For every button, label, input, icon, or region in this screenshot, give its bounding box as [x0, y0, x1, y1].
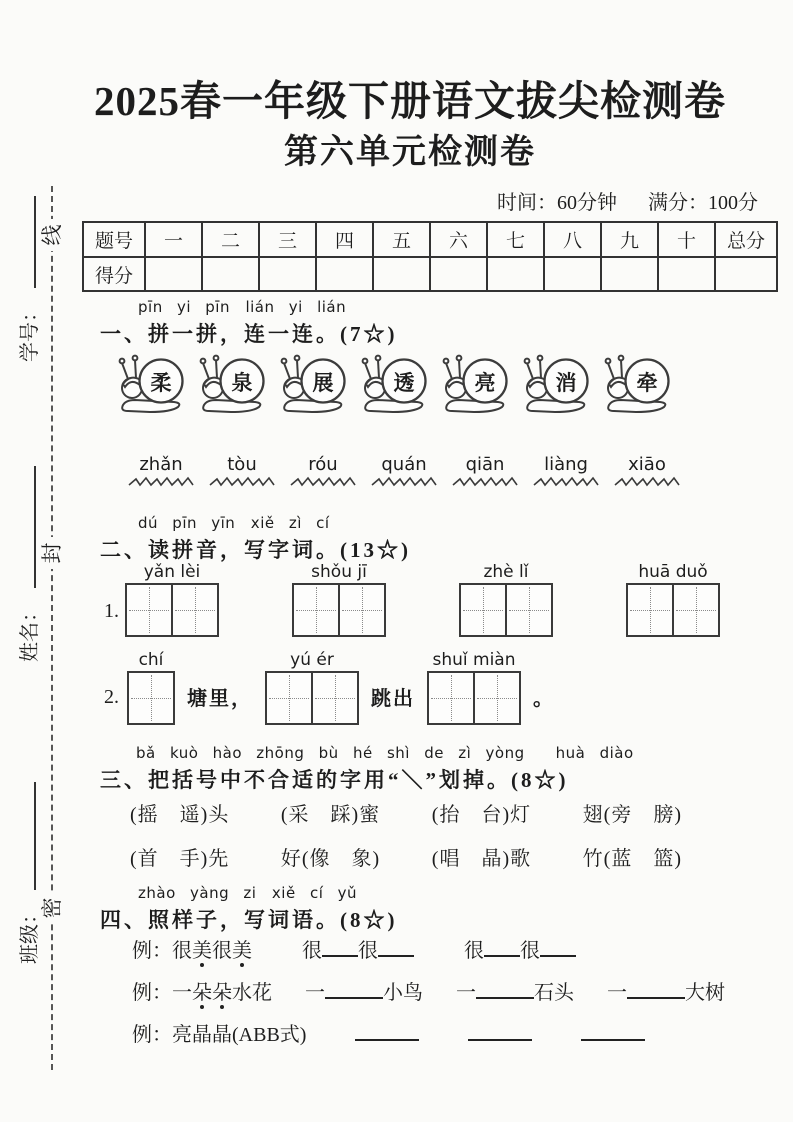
section-1-pinyin: pīn yi pīn lián yi lián — [138, 298, 347, 316]
writing-group — [292, 562, 386, 637]
answer-blank — [325, 977, 383, 999]
fill-group — [607, 982, 725, 1004]
example-word: 一朵朵水花 — [172, 982, 272, 1004]
answer-blank — [581, 1019, 645, 1041]
score-cell-empty — [715, 257, 777, 291]
pinyin-word: xiāo — [628, 454, 666, 475]
grass-icon — [614, 475, 680, 488]
section-1-heading-block — [100, 296, 398, 348]
section-4-heading-block — [100, 882, 398, 934]
snail-icon — [521, 350, 595, 414]
page-title: 2025春一年级下册语文拔尖检测卷 — [94, 78, 726, 124]
snail-character: 消 — [555, 371, 577, 395]
section-2-item-1 — [104, 562, 720, 637]
answer-blank — [378, 935, 414, 957]
score-table-header-cell: 八 — [544, 222, 601, 257]
section-2-pinyin: dú pīn yīn xiě zì cí — [138, 514, 330, 532]
writing-group — [125, 562, 219, 637]
snail-character: 亮 — [474, 371, 496, 395]
section-3-heading-block — [100, 742, 634, 794]
choice-row — [130, 798, 682, 827]
group-pinyin: shǒu jī — [311, 562, 367, 582]
score-table-header-cell: 七 — [487, 222, 544, 257]
score-cell-empty — [658, 257, 715, 291]
fill-prefix: 很 — [464, 940, 484, 962]
example-word: 亮晶晶(ABB式) — [172, 1024, 307, 1046]
tianzige-cell — [127, 585, 171, 635]
student-id-blank-line — [14, 196, 36, 288]
group-pinyin: zhè lǐ — [483, 562, 529, 582]
page-subtitle: 第六单元检测卷 — [284, 134, 536, 171]
writing-groups — [125, 562, 720, 637]
score-table-header-cell: 六 — [430, 222, 487, 257]
grass-icon — [371, 475, 437, 488]
section-4-pinyin: zhào yàng zi xiě cí yǔ — [138, 884, 358, 902]
tianzige-cell — [628, 585, 672, 635]
score-table-header-cell: 三 — [259, 222, 316, 257]
snail-character: 透 — [393, 371, 415, 395]
item-number: 2. — [104, 686, 119, 708]
class-field — [13, 762, 47, 964]
fill-group — [305, 982, 423, 1004]
snail-icon — [440, 350, 514, 414]
writing-group — [626, 562, 720, 637]
score-table-score-row — [83, 257, 777, 291]
score-row-label: 得分 — [83, 257, 145, 291]
choice-item: 好(像 象) — [280, 848, 381, 870]
tianzige-box — [292, 583, 386, 637]
grass-icon — [128, 475, 194, 488]
score-cell-empty — [145, 257, 202, 291]
pinyin-grass-item — [209, 454, 275, 488]
group-pinyin: yú ér — [290, 650, 334, 670]
fill-suffix: 小鸟 — [383, 982, 423, 1004]
snail-character: 柔 — [150, 371, 172, 395]
section-4-heading: 四、照样子，写词语。(8☆) — [100, 908, 398, 932]
snail-icon — [278, 350, 352, 414]
example-row — [132, 934, 576, 963]
seal-char-xian: 线 — [37, 219, 67, 251]
answer-blank — [322, 935, 358, 957]
tianzige-box — [427, 671, 521, 725]
choice-item: (摇 遥)头 — [130, 804, 230, 826]
pinyin-grass-item — [128, 454, 194, 488]
pinyin-grass-item — [452, 454, 518, 488]
score-table-header-cell: 题号 — [83, 222, 145, 257]
choice-row — [130, 842, 682, 871]
pinyin-word: zhǎn — [139, 454, 183, 475]
choice-item: (唱 晶)歌 — [431, 848, 532, 870]
fill-prefix: 一 — [456, 982, 476, 1004]
tianzige-box — [459, 583, 553, 637]
score-table — [82, 221, 778, 292]
grass-icon — [452, 475, 518, 488]
group-pinyin: shuǐ miàn — [432, 650, 516, 670]
snail-icon — [116, 350, 190, 414]
tianzige-cell — [672, 585, 718, 635]
score-table-header-cell: 一 — [145, 222, 202, 257]
student-name-blank-line — [14, 466, 36, 588]
fill-suffix: 石头 — [534, 982, 574, 1004]
score-cell-empty — [601, 257, 658, 291]
fill-suffix: 大树 — [685, 982, 725, 1004]
score-cell-empty — [202, 257, 259, 291]
section-3-heading: 三、把括号中不合适的字用“＼”划掉。(8☆) — [100, 768, 569, 792]
pinyin-grass-item — [614, 454, 680, 488]
example-row — [132, 1018, 645, 1047]
section-3-pinyin: bǎ kuò hào zhōng bù hé shì de zì yòng huà diào — [136, 744, 634, 762]
grass-icon — [290, 475, 356, 488]
pinyin-word: quán — [381, 454, 427, 475]
section-2-heading: 二、读拼音，写字词。(13☆) — [100, 538, 411, 562]
answer-blank — [468, 1019, 532, 1041]
score-cell-empty — [259, 257, 316, 291]
snail-icon — [197, 350, 271, 414]
tianzige-cell — [461, 585, 505, 635]
score-cell-empty — [430, 257, 487, 291]
tianzige-cell — [171, 585, 217, 635]
exam-info — [82, 186, 758, 215]
fill-prefix: 一 — [305, 982, 325, 1004]
answer-blank — [484, 935, 520, 957]
tianzige-cell — [429, 673, 473, 723]
answer-blank — [627, 977, 685, 999]
choice-item: (首 手)先 — [130, 848, 230, 870]
pinyin-grass-row — [128, 454, 680, 488]
tianzige-box — [265, 671, 359, 725]
section-2-item-2 — [104, 650, 567, 725]
pinyin-grass-item — [533, 454, 599, 488]
sentence-fragment: 塘里， — [187, 688, 253, 710]
tianzige-cell — [311, 673, 357, 723]
section-1-heading: 一、拼一拼，连一连。(7☆) — [100, 322, 398, 346]
grass-icon — [209, 475, 275, 488]
class-label: 班级： — [19, 904, 41, 964]
score-table-header-cell: 四 — [316, 222, 373, 257]
snail-character: 牵 — [636, 371, 658, 395]
tianzige-cell — [473, 673, 519, 723]
answer-blank — [476, 977, 534, 999]
writing-group — [459, 562, 553, 637]
seal-dashed-line — [51, 186, 53, 1070]
seal-char-feng: 封 — [37, 537, 67, 569]
grass-icon — [533, 475, 599, 488]
answer-blank — [355, 1019, 419, 1041]
fill-prefix: 很 — [302, 940, 322, 962]
snail-icon — [359, 350, 433, 414]
example-word: 很美很美 — [172, 940, 252, 962]
score-cell-empty — [316, 257, 373, 291]
example-label: 例： — [132, 1024, 172, 1046]
tianzige-box — [626, 583, 720, 637]
tianzige-cell — [505, 585, 551, 635]
writing-group — [427, 650, 521, 725]
student-name-label: 姓名： — [19, 602, 41, 662]
score-table-header-cell: 二 — [202, 222, 259, 257]
group-pinyin: yǎn lèi — [143, 562, 201, 582]
tianzige-cell — [338, 585, 384, 635]
choice-item: 竹(蓝 篮) — [582, 848, 682, 870]
score-table-header-cell: 九 — [601, 222, 658, 257]
score-table-header-cell: 总分 — [715, 222, 777, 257]
student-id-field — [13, 182, 47, 362]
time-limit: 时间：60分钟 — [497, 192, 617, 214]
score-cell-empty — [544, 257, 601, 291]
fill-prefix: 很 — [520, 940, 540, 962]
section-2-heading-block — [100, 512, 411, 564]
full-score: 满分：100分 — [648, 192, 758, 214]
choice-item: (采 踩)蜜 — [280, 804, 381, 826]
example-label: 例： — [132, 940, 172, 962]
pinyin-word: qiān — [465, 454, 505, 475]
seal-char-mi: 密 — [37, 892, 67, 924]
pinyin-grass-item — [290, 454, 356, 488]
tianzige-cell — [294, 585, 338, 635]
score-table-header-cell: 十 — [658, 222, 715, 257]
tianzige-cell — [129, 673, 173, 723]
score-cell-empty — [487, 257, 544, 291]
class-blank-line — [14, 782, 36, 890]
choice-item: (抬 台)灯 — [431, 804, 532, 826]
student-name-field — [13, 444, 47, 662]
fill-prefix: 很 — [358, 940, 378, 962]
tianzige-box — [125, 583, 219, 637]
fill-group — [464, 940, 576, 962]
writing-group — [265, 650, 359, 725]
group-pinyin: chí — [138, 650, 164, 670]
sentence-fragment: 跳出 — [371, 688, 415, 710]
fill-prefix: 一 — [607, 982, 627, 1004]
snail-character: 泉 — [231, 371, 253, 395]
sentence-fragment: 。 — [533, 688, 555, 710]
score-table-header-row — [83, 222, 777, 257]
pinyin-word: tòu — [227, 454, 257, 475]
score-cell-empty — [373, 257, 430, 291]
item-number: 1. — [104, 600, 119, 622]
score-table-header-cell: 五 — [373, 222, 430, 257]
writing-group — [127, 650, 175, 725]
pinyin-grass-item — [371, 454, 437, 488]
group-pinyin: huā duǒ — [638, 562, 708, 582]
pinyin-word: róu — [308, 454, 338, 475]
choice-item: 翅(旁 膀) — [582, 804, 682, 826]
example-row — [132, 976, 725, 1005]
fill-group — [456, 982, 574, 1004]
snail-icon — [602, 350, 676, 414]
tianzige-box — [127, 671, 175, 725]
tianzige-cell — [267, 673, 311, 723]
snail-character: 展 — [312, 371, 334, 395]
pinyin-word: liàng — [544, 454, 588, 475]
example-label: 例： — [132, 982, 172, 1004]
fill-group — [302, 940, 414, 962]
answer-blank — [540, 935, 576, 957]
snail-row — [116, 350, 676, 414]
student-id-label: 学号： — [19, 302, 41, 362]
